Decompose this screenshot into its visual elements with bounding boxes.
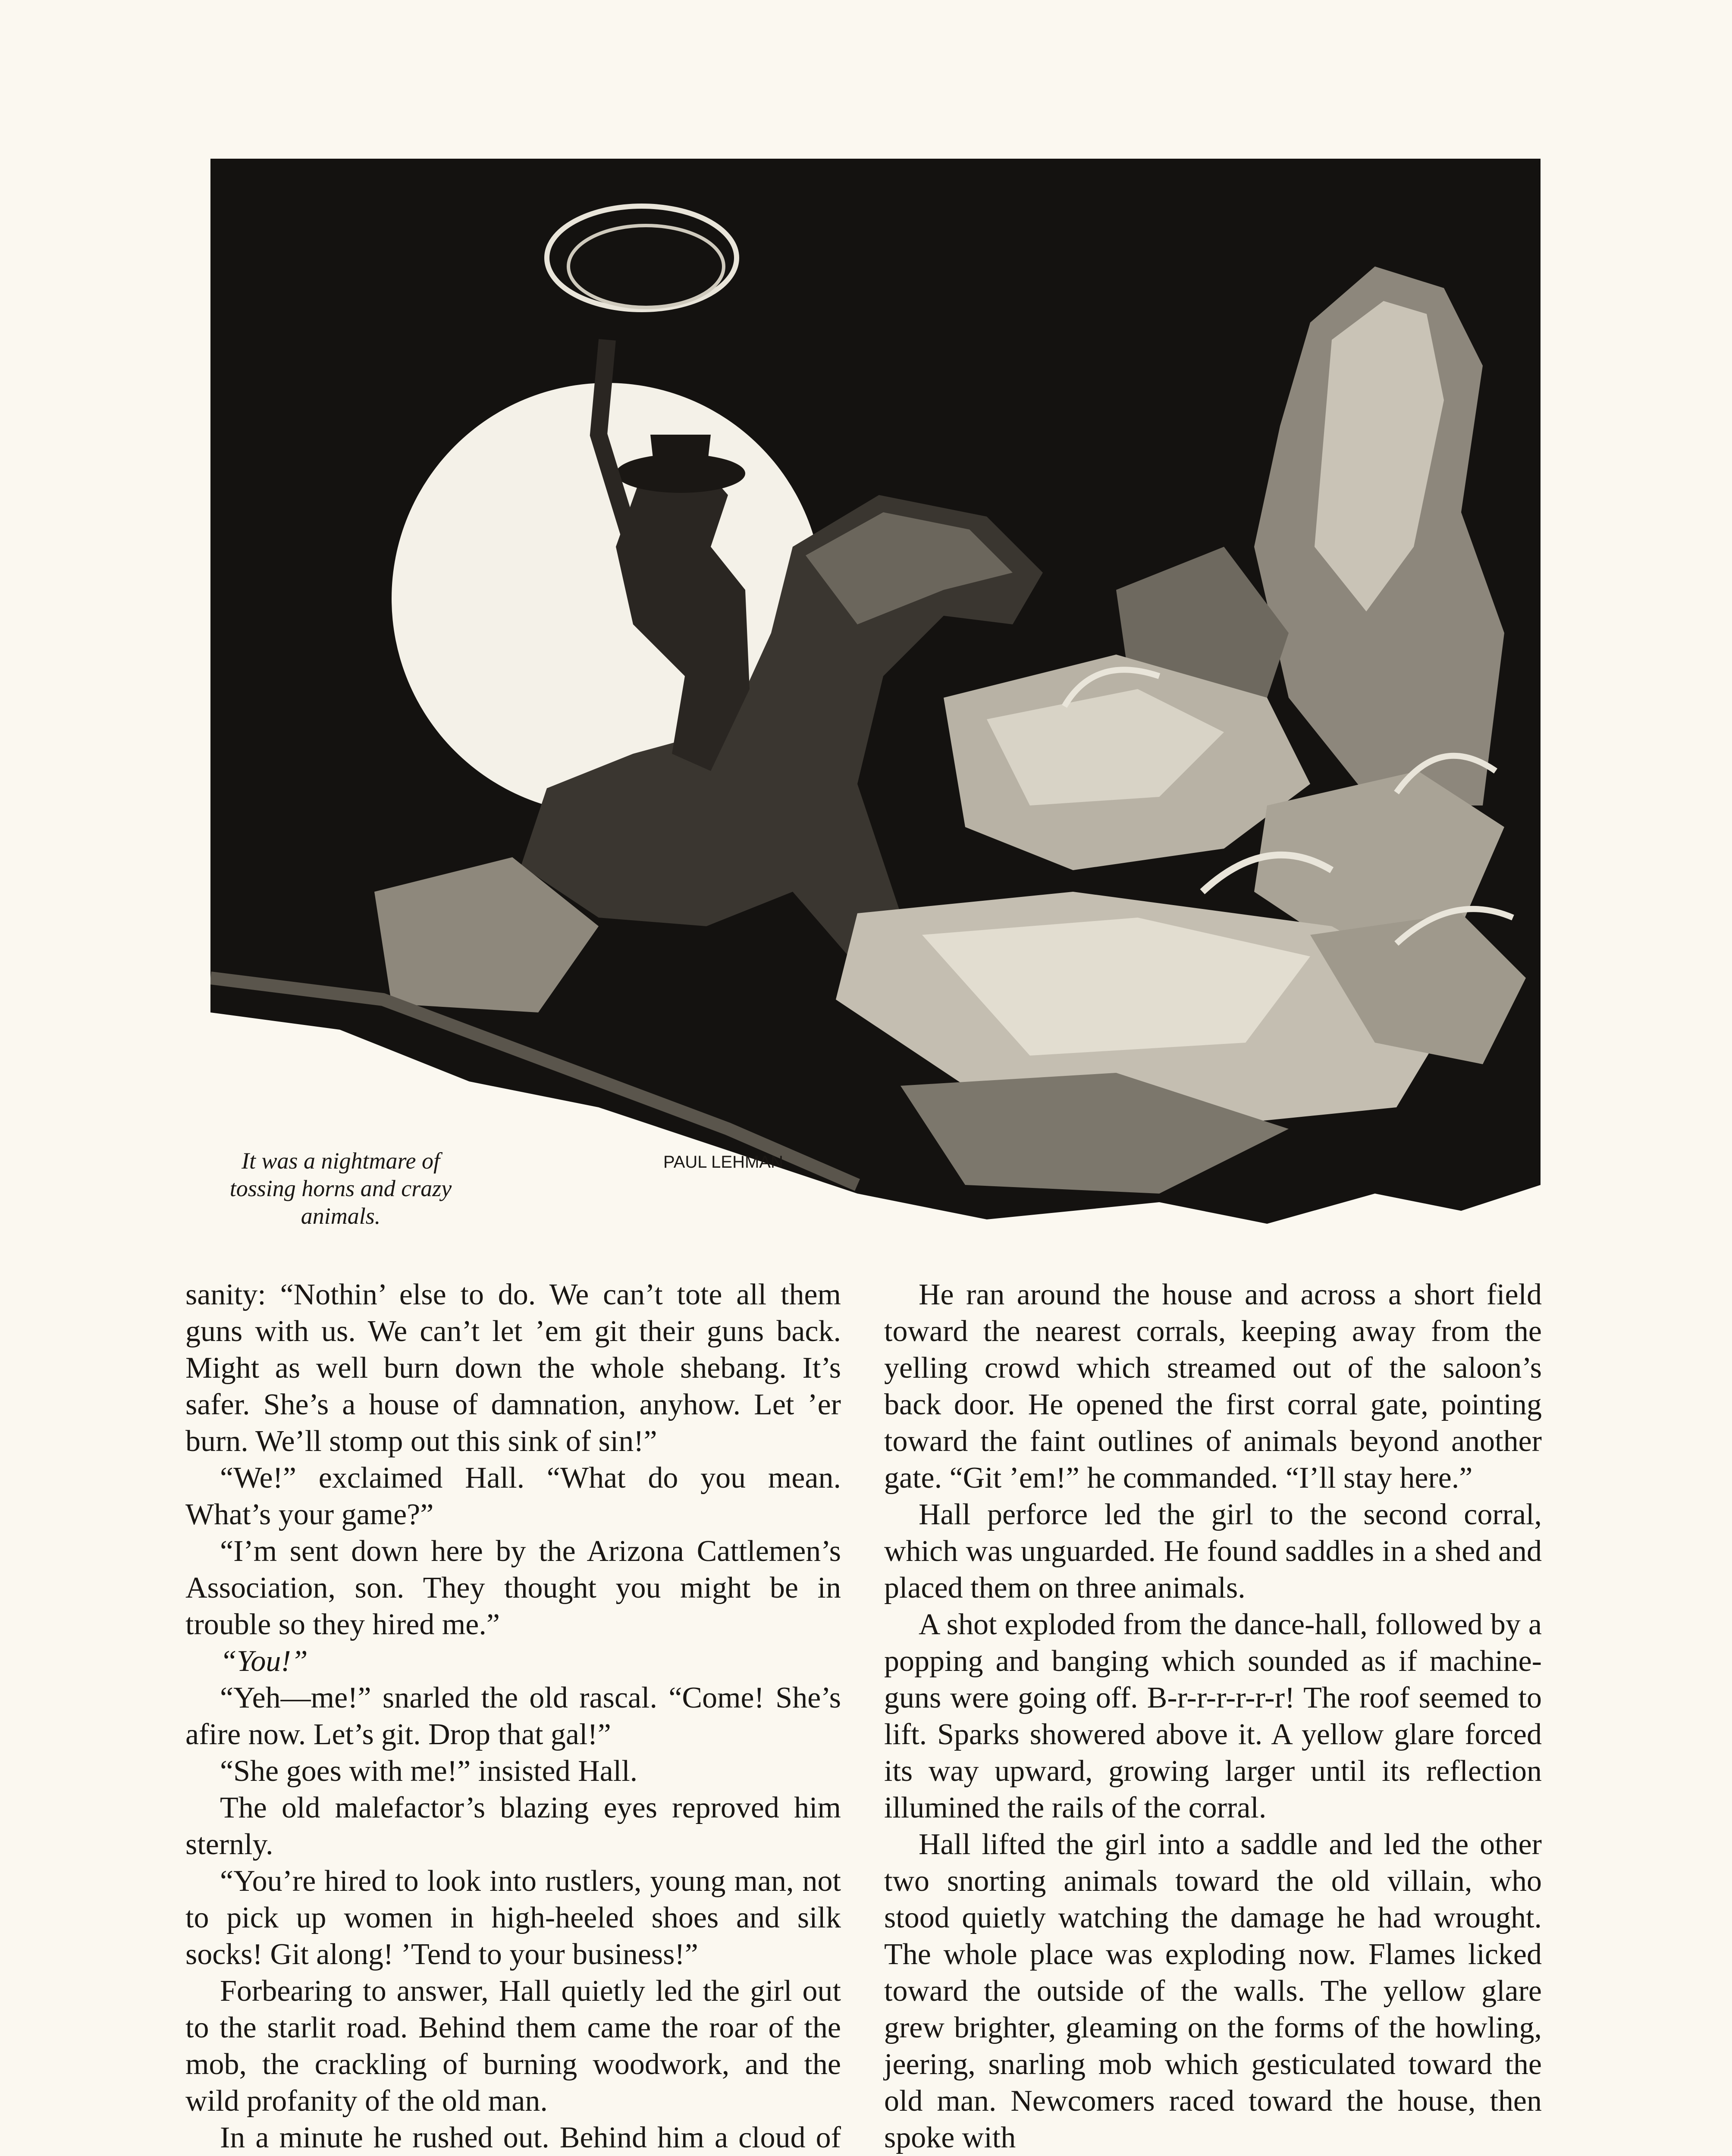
paragraph: Forbearing to answer, Hall quietly led the girl out to the starlit road. Behind them came the roar of the mob, the crackling of burning woodwork, and the wild profanity of the old man. xyxy=(185,1974,841,2118)
paragraph: “Yeh—me!” snarled the old rascal. “Come! She’s afire now. Let’s git. Drop that gal!” xyxy=(185,1681,841,1751)
artist-signature: PAUL LEHMAN xyxy=(663,1153,783,1172)
cattle-stampede-illustration xyxy=(210,159,1541,1241)
paragraph: In a minute he rushed out. Behind him a cloud of xyxy=(220,2121,841,2154)
illustration-art xyxy=(210,159,1541,1241)
paragraph: Hall perforce led the girl to the second corral, which was unguarded. He found saddles in a shed and placed them on three animals. xyxy=(884,1498,1542,1604)
illustration-caption xyxy=(173,1147,509,1230)
caption-line: It was a nightmare of xyxy=(241,1148,440,1174)
paragraph: A shot exploded from the dance-hall, followed by a popping and banging which sounded as if machine-guns were going off. B-r-r-r-r-r-r! The roof seemed to lift. Sparks showered above it. A yellow glare forced its way upward, growing larger until its reflection illumined the rails of the corral. xyxy=(884,1608,1542,1824)
paragraph: “You!” xyxy=(220,1645,308,1678)
paragraph: “She goes with me!” insisted Hall. xyxy=(220,1755,638,1788)
paragraph: sanity: “Nothin’ else to do. We can’t tote all them guns with us. We can’t let ’em git their guns back. Might as well burn down the whole shebang. It’s safer. She’s a house of damnation, anyhow. Let ’er burn. We’ll stomp out this sink of sin!” xyxy=(185,1278,841,1458)
right-text-column xyxy=(884,1276,1542,2156)
left-text-column xyxy=(185,1276,841,2156)
paragraph: The old malefactor’s blazing eyes reproved him sternly. xyxy=(185,1791,841,1861)
paragraph: Hall lifted the girl into a saddle and led the other two snorting animals toward the old villain, who stood quietly watching the damage he had wrought. The whole place was exploding now. Flames licked toward the outside of the walls. The yellow glare grew brighter, gleaming on the forms of the howling, jeering, snarling mob which gesticulated toward the old man. Newcomers raced toward the house, then spoke with xyxy=(884,1828,1542,2154)
caption-line: animals. xyxy=(301,1203,381,1229)
paragraph: He ran around the house and across a short field toward the nearest corrals, keeping away from the yelling crowd which streamed out of the saloon’s back door. He opened the first corral gate, pointing toward the faint outlines of animals beyond another gate. “Git ’em!” he commanded. “I’ll stay here.” xyxy=(884,1278,1542,1495)
paragraph: “I’m sent down here by the Arizona Cattlemen’s Association, son. They thought you might be in trouble so they hired me.” xyxy=(185,1535,841,1641)
paragraph: “You’re hired to look into rustlers, young man, not to pick up women in high-heeled shoes and silk socks! Git along! ’Tend to your business!” xyxy=(185,1865,841,1971)
caption-line: tossing horns and crazy xyxy=(229,1175,452,1201)
paragraph: “We!” exclaimed Hall. “What do you mean. What’s your game?” xyxy=(185,1461,841,1531)
